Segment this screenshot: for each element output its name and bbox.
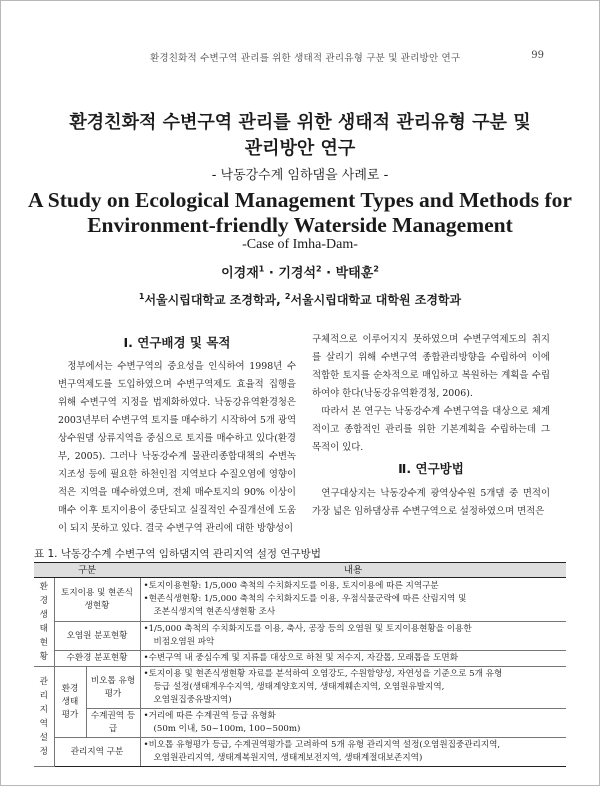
col-header-content: 내용	[140, 563, 566, 578]
author-list	[0, 262, 600, 281]
row-label: 관리지역 구분	[54, 738, 140, 767]
author-sep: ·	[321, 266, 336, 281]
author-3: 박태훈	[335, 266, 374, 281]
right-paragraph-1: 구체적으로 이루어지지 못하였으며 수변구역제도의 취지를 살리기 위해 수변구역 종합관리방향을 수립하여 이에 적합한 토지를 순차적으로 매입하고 복원하는 계획을 수립하여야 한다(낙동강유역환경청, 2006).	[312, 334, 550, 399]
author-3-affil: 2	[373, 264, 379, 274]
group-cell: 환경생태평가	[54, 667, 86, 738]
row-label: 비오톱 유형평가	[86, 667, 140, 709]
korean-title	[0, 110, 600, 162]
page-number: 99	[531, 50, 544, 61]
table-row	[34, 738, 566, 767]
affiliations	[0, 291, 600, 308]
table-row	[34, 578, 566, 622]
affil-2: 서울시립대학교 대학원 조경학과	[290, 293, 462, 307]
right-column	[312, 331, 550, 457]
row-label: 오염원 분포현황	[54, 622, 140, 651]
row-content: •비오톱 유형평가 등급, 수계권역평가를 고려하여 5개 유형 관리지역 설정(오염원집중관리지역, 오염원관리지역, 생태계복원지역, 생태계보전지역, 생태계절대보존지역)	[140, 738, 566, 767]
row-content: •토지이용현황: 1/5,000 축척의 수치화지도를 이용, 토지이용에 따른 지역구분 •현존식생현황: 1/5,000 축척의 수치화지도를 이용, 우점식물군락에 따른 산림지역 및 조본식생지역 현존식생현황 조사	[140, 578, 566, 622]
right-paragraph-2: 따라서 본 연구는 낙동강수계 수변구역을 대상으로 체계적이고 종합적인 관리를 위한 기본계획을 수립하는데 그 목적이 있다.	[312, 406, 550, 453]
table-header-row	[34, 563, 566, 578]
korean-title-line1: 환경친화적 수변구역 관리를 위한 생태적 관리유형 구분 및	[69, 112, 531, 133]
left-column	[58, 358, 296, 538]
korean-title-line2: 관리방안 연구	[244, 138, 356, 159]
table-row	[34, 651, 566, 667]
affil-2-mark: 2	[284, 292, 291, 301]
english-title	[0, 188, 600, 238]
category-cell: 환경생태현황	[34, 578, 54, 667]
table-row	[34, 709, 566, 738]
author-2: 기경석	[278, 266, 317, 281]
running-title: 환경친화적 수변구역 관리를 위한 생태적 관리유형 구분 및 관리방안 연구	[150, 53, 461, 64]
table-caption: 표 1. 낙동강수계 수변구역 임하댐지역 관리지역 설정 연구방법	[34, 548, 321, 560]
korean-subtitle: - 낙동강수계 임하댐을 사례로 -	[211, 168, 389, 183]
english-title-line1: A Study on Ecological Management Types and Methods for	[28, 188, 572, 212]
section-2-heading: Ⅱ. 연구방법	[398, 461, 464, 476]
affil-1: 서울시립대학교 조경학과,	[144, 293, 285, 307]
row-content: •토지이용 및 현존식생현황 자료를 분석하여 오염강도, 수원함양성, 자연성을 기준으로 5개 유형 등급 설정(생태계우수지역, 생태계양호지역, 생태계훼손지역, 오염원유발지역, 오염원집중유발지역)	[140, 667, 566, 709]
table-row	[34, 667, 566, 709]
section-1-heading: Ⅰ. 연구배경 및 목적	[123, 335, 231, 350]
author-1-affil: 1	[258, 264, 265, 274]
row-content: •수변구역 내 중심수계 및 지류를 대상으로 하천 및 저수지, 자갈톱, 모래톱을 도면화	[140, 651, 566, 667]
method-table	[34, 562, 566, 767]
english-title-line2: Environment-friendly Waterside Management	[87, 213, 513, 237]
row-content: •거리에 따른 수계권역 등급 유형화 (50m 이내, 50~100m, 100~500m)	[140, 709, 566, 738]
english-subtitle: -Case of Imha-Dam-	[242, 237, 358, 252]
category-cell: 관리지역설정	[34, 667, 54, 767]
row-label: 수환경 분포현황	[54, 651, 140, 667]
author-sep: ·	[264, 266, 279, 281]
section-2-paragraph: 연구대상지는 낙동강수계 광역상수원 5개댐 중 면적이 가장 넓은 임하댐상류 수변구역으로 설정하였으며 면적은	[312, 488, 550, 517]
row-label: 수계권역 등급	[86, 709, 140, 738]
table-row	[34, 622, 566, 651]
row-content: •1/5,000 축척의 수치화지도를 이용, 축사, 공장 등의 오염원 및 토지이용현황을 이용한 비점오염원 파악	[140, 622, 566, 651]
col-header-category: 구분	[34, 563, 140, 578]
section-1-paragraph: 정부에서는 수변구역의 중요성을 인식하여 1998년 수변구역제도를 도입하였으며 수변구역제도 효율적 집행을 위해 수변구역 지정을 법제화하였다. 낙동강유역환경청은 2003년부터 수변구역 토지를 매수하기 시작하여 5개 광역상수원댐 상류지역을 중심으로 토지를 매수하고 있다(환경부, 2005). 그러나 낙동강수계 물관리종합대책의 수변녹지조성 등에 필요한 하천인접 지역보다 수질오염에 영향이 적은 지역을 매수하였으며, 전체 매수토지의 90% 이상이 매수 이후 토지이용이 중단되고 실질적인 수질개선에 도움이 되지 못하고 있다. 결국 수변구역 관리에 대한 방향성이	[58, 361, 296, 534]
affil-1-mark: 1	[138, 292, 145, 301]
row-label: 토지이용 및 현존식생현황	[54, 578, 140, 622]
author-2-affil: 2	[316, 264, 322, 274]
section-2-body	[312, 485, 550, 521]
author-1: 이경재	[221, 266, 259, 281]
